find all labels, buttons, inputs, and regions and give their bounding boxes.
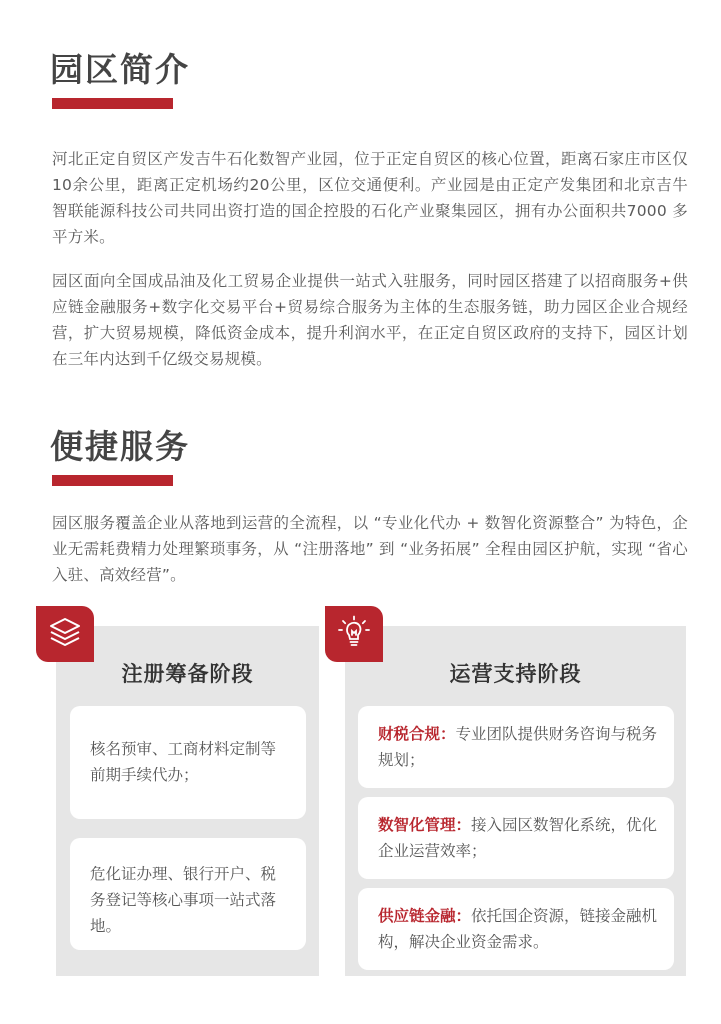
layers-icon: [48, 616, 82, 652]
registration-item-1-text: 核名预审、工商材料定制等前期手续代办；: [90, 740, 277, 784]
lightbulb-icon: [337, 615, 371, 653]
registration-badge: [36, 606, 94, 662]
operation-item-1-label: 财税合规：: [378, 725, 456, 743]
operation-item-3: [358, 888, 674, 970]
registration-item-2-text: 危化证办理、银行开户、税务登记等核心事项一站式落地。: [90, 865, 277, 935]
intro-paragraph-2: 园区面向全国成品油及化工贸易企业提供一站式入驻服务，同时园区搭建了以招商服务+供应链金融服务+数字化交易平台+贸易综合服务为主体的生态服务链，助力园区企业合规经营，扩大贸易规模，降低资金成本，提升利润水平，在正定自贸区政府的支持下，园区计划在三年内达到千亿级交易规模。: [52, 272, 688, 368]
operation-item-1: [358, 706, 674, 788]
services-heading: 便捷服务: [50, 427, 190, 466]
operation-item-3-label: 供应链金融：: [378, 907, 472, 925]
intro-paragraph-1: 河北正定自贸区产发吉牛石化数智产业园，位于正定自贸区的核心位置，距离石家庄市区仅10余公里，距离正定机场约20公里，区位交通便利。产业园是由正定产发集团和北京吉牛智联能源科技公司共同出资打造的国企控股的石化产业聚集园区，拥有办公面积共7000 多平方米。: [52, 150, 688, 246]
registration-card-title: 注册筹备阶段: [121, 662, 254, 686]
intro-heading-underline: [52, 98, 173, 109]
registration-item-1: [70, 706, 306, 819]
operation-item-2: [358, 797, 674, 879]
services-description: 园区服务覆盖企业从落地到运营的全流程，以 “专业化代办 + 数智化资源整合” 为特色，企业无需耗费精力处理繁琐事务，从 “注册落地” 到 “业务拓展” 全程由园区护航，实现 “省心入驻、高效经营”。: [52, 514, 688, 584]
registration-card: [56, 626, 319, 976]
registration-item-2: [70, 838, 306, 950]
operation-card-title: 运营支持阶段: [449, 662, 582, 686]
operation-card: [345, 626, 686, 976]
operation-badge: [325, 606, 383, 662]
operation-item-2-label: 数智化管理：: [378, 816, 472, 834]
intro-heading: 园区简介: [50, 50, 190, 89]
operation-item-1-text: 专业团队提供财务咨询与税务规划；: [378, 725, 658, 769]
services-heading-underline: [52, 475, 173, 486]
operation-item-3-text: 依托国企资源，链接金融机构，解决企业资金需求。: [378, 907, 658, 951]
operation-item-2-text: 接入园区数智化系统，优化企业运营效率；: [378, 816, 658, 860]
